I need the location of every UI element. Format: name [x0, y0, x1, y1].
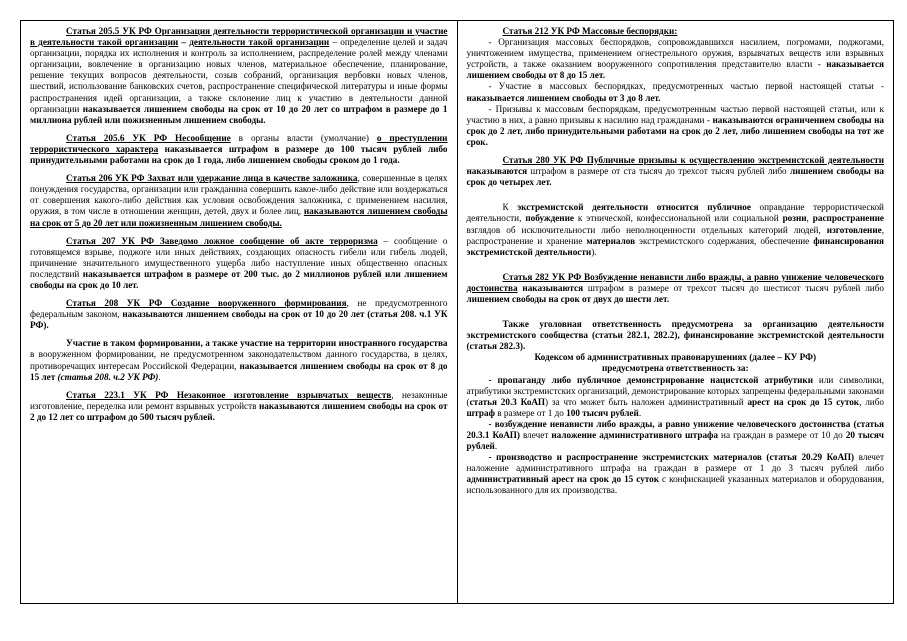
- koap-20-29: - производство и распространение экстремистских материалов (статья 20.29 КоАП) влечет наложение административного штрафа на граждан в размере от 1 до 3 тысяч рублей либо административный арест на срок до 15 суток с конфискацией указанных материалов и оборудования, использованного для их производства.: [466, 452, 884, 496]
- article-208-part2: Участие в таком формировании, а также участие на территории иностранного государства в вооруженном формировании, не предусмотренном законодательством данного государства, в целях, противоречащих интересам Российской Федерации, наказывается лишением свободы на срок от 8 до 15 лет (статья 208. ч.2 УК РФ).: [30, 338, 448, 382]
- article-208-part1: Статья 208 УК РФ Создание вооруженного формирования, не предусмотренного федеральным законом, наказываются лишением свободы на срок от 10 до 20 лет (статья 208. ч.1 УК РФ).: [30, 298, 448, 331]
- penalty-text: лишением свободы на срок от двух до шести лет.: [466, 293, 670, 304]
- article-212-item-2: - Участие в массовых беспорядках, предусмотренных частью первой настоящей статьи - наказывается лишением свободы от 3 до 8 лет.: [466, 81, 884, 103]
- extremism-definition: К экстремистской деятельности относится публичное оправдание террористической деятельности, побуждение к этнической, конфессиональной или социальной розни, распространение взглядов об исключительности либо неполноценности отдельных категорий людей, изготовление, распространение и хранение материалов экстремистского содержания, обеспечение финансирования экстремистской деятельности).: [466, 202, 884, 257]
- article-212-item-1: - Организация массовых беспорядков, сопровождавшихся насилием, погромами, поджогами, уничтожением имущества, применением огнестрельного оружия, взрывчатых веществ или взрывных устройств, а также оказанием вооруженного сопротивления представителю власти - наказывается лишением свободы от 8 до 15 лет.: [466, 37, 884, 81]
- article-reference: (статья 208. ч.2 УК РФ): [57, 371, 159, 382]
- penalty-text: наказываются лишением свободы на срок от 10 до 20 лет (статья 208. ч.1 УК РФ).: [30, 309, 448, 331]
- penalty-text: наказывается лишением свободы на срок от 8 до 15 лет: [30, 360, 448, 382]
- article-206: Статья 206 УК РФ Захват или удержание лица в качестве заложника, совершенные в целях понуждения государства, организации или гражданина совершить какое-либо действие или воздержаться от совершения какого-либо действия как условия освобождения заложника, с применением насилия, оружия, в том числе в отношении женщин, детей, двух и более лиц, наказываются лишением свободы на срок от 5 до 20 лет или пожизненным лишением свободы.: [30, 173, 448, 228]
- koap-heading-line-2: предусмотрена ответственность за:: [601, 363, 749, 374]
- penalty-text: наказывается лишением свободы от 3 до 8 лет.: [466, 92, 661, 103]
- article-heading: Статья 207 УК РФ Заведомо ложное сообщение об акте терроризма: [66, 235, 378, 246]
- article-heading: Статья 206 УК РФ Захват или удержание лица в качестве заложника: [66, 173, 358, 184]
- penalty-text: наказывается штрафом в размере от 200 тыс. до 2 миллионов рублей или лишением свободы на срок до 10 лет.: [30, 268, 448, 290]
- article-heading: Участие в таком формировании, а также участие на территории иностранного государства: [66, 338, 448, 349]
- article-280: Статья 280 УК РФ Публичные призывы к осуществлению экстремистской деятельности наказываются штрафом в размере от ста тысяч до трехсот тысяч рублей либо лишением свободы на срок до четырех лет.: [466, 155, 884, 188]
- article-heading: Статья 208 УК РФ Создание вооруженного формирования: [66, 298, 347, 309]
- penalty-text: наказывается штрафом в размере до 100 тысяч рублей либо принудительными работами на срок до 1 года, либо лишением свободы сроком до 1 года.: [30, 143, 448, 166]
- article-205-5: Статья 205.5 УК РФ Организация деятельности террористической организации и участие в деятельности такой организации – деятельности такой организации – определение целей и задач организации, порядка их исполнения и контроль за исполнением, распределение ролей между членами организации, вовлечение в организацию новых членов, материальное обеспечение, планирование, решение текущих вопросов деятельности, созыв собраний, организация вербовки новых членов, шествий, использование банковских счетов, распространение специфической литературы и иные формы распространения идей организации, а также склонение лиц к участию в деятельности данной организации наказывается лишением свободы на срок от 10 до 20 лет со штрафом в размере до 1 миллиона рублей или пожизненным лишением свободы.: [30, 26, 448, 125]
- article-heading: Статья 223.1 УК РФ Незаконное изготовление взрывчатых веществ: [66, 389, 392, 400]
- criminal-liability-note: Также уголовная ответственность предусмотрена за организацию деятельности экстремистского сообщества (статьи 282.1, 282.2), финансирование экстремистской деятельности (статья 282.3).: [466, 319, 884, 352]
- article-205-6: Статья 205.6 УК РФ Несообщение в органы власти (умолчание) о преступлении террористического характера наказывается штрафом в размере до 100 тысяч рублей либо принудительными работами на срок до 1 года, либо лишением свободы сроком до 1 года.: [30, 132, 448, 166]
- article-heading: Статья 280 УК РФ Публичные призывы к осуществлению экстремистской деятельности: [502, 155, 884, 166]
- article-212-heading: [467, 26, 885, 37]
- penalty-text: наказывается лишением свободы от 8 до 15 лет.: [466, 59, 884, 81]
- penalty-text: лишением свободы на срок до четырех лет.: [466, 166, 884, 188]
- article-223-1: Статья 223.1 УК РФ Незаконное изготовление взрывчатых веществ, незаконные изготовление, переделка или ремонт взрывных устройств наказываются лишением свободы на срок от 2 до 12 лет со штрафом до 500 тысяч рублей.: [30, 389, 448, 422]
- article-heading: Статья 282 УК РФ Возбуждение ненависти либо вражды, а равно унижение человеческого достоинства: [466, 271, 884, 293]
- koap-20-3: - пропаганду либо публичное демонстрирование нацистской атрибутики или символики, атрибутики экстремистских организаций, демонстрирование которых запрещены федеральными законами (статья 20.3 КоАП) за что может быть наложен административный арест на срок до 15 суток, либо штраф в размере от 1 до 100 тысяч рублей.: [466, 374, 884, 418]
- article-heading: Статья 212 УК РФ Массовые беспорядки:: [502, 26, 678, 36]
- penalty-text: наказывается лишением свободы на срок от 10 до 20 лет со штрафом в размере до 1 миллиона рублей или пожизненным лишением свободы.: [30, 103, 448, 125]
- article-282: Статья 282 УК РФ Возбуждение ненависти либо вражды, а равно унижение человеческого достоинства наказываются штрафом в размере от трехсот тысяч до шестисот тысяч рублей либо лишением свободы на срок от двух до шести лет.: [466, 271, 884, 304]
- article-heading: Статья 205.5 УК РФ Организация деятельности террористической организации и участие в деятельности такой организации: [30, 26, 448, 48]
- left-column: [21, 21, 458, 603]
- article-212-item-3: - Призывы к массовым беспорядкам, предусмотренным частью первой настоящей статьи, или к участию в них, а равно призывы к насилию над гражданами - наказываются ограничением свободы на срок до 2 лет, либо принудительными работами на срок до 2 лет, либо лишением свободы на тот же срок.: [466, 103, 884, 147]
- article-207: Статья 207 УК РФ Заведомо ложное сообщение об акте терроризма – сообщение о готовящемся взрыве, поджоге или иных действиях, создающих опасность гибели или гибель людей, причинение значительного имущественного ущерба либо наступление иных общественно опасных последствий наказывается штрафом в размере от 200 тыс. до 2 миллионов рублей или лишением свободы на срок до 10 лет.: [30, 235, 448, 290]
- penalty-text: наказываются лишением свободы на срок от 2 до 12 лет со штрафом до 500 тысяч рублей.: [30, 400, 448, 422]
- leaflet-sheet: [20, 20, 894, 604]
- article-heading: Статья 205.6 УК РФ Несообщение: [66, 132, 231, 143]
- koap-20-3-1: - возбуждение ненависти либо вражды, а равно унижение человеческого достоинства (статья 20.3.1 КоАП) влечет наложение административного штрафа на граждан в размере от 10 до 20 тысяч рублей.: [466, 418, 884, 452]
- right-column: [458, 21, 894, 603]
- penalty-text: наказываются ограничением свободы на срок до 2 лет, либо принудительными работами на срок до 2 лет, либо лишением свободы на тот же срок.: [466, 114, 884, 147]
- koap-heading-line-1: Кодексом об административных правонарушениях (далее – КУ РФ): [534, 352, 817, 363]
- penalty-text: наказываются лишением свободы на срок от 5 до 20 лет или пожизненным лишением свободы.: [30, 206, 448, 228]
